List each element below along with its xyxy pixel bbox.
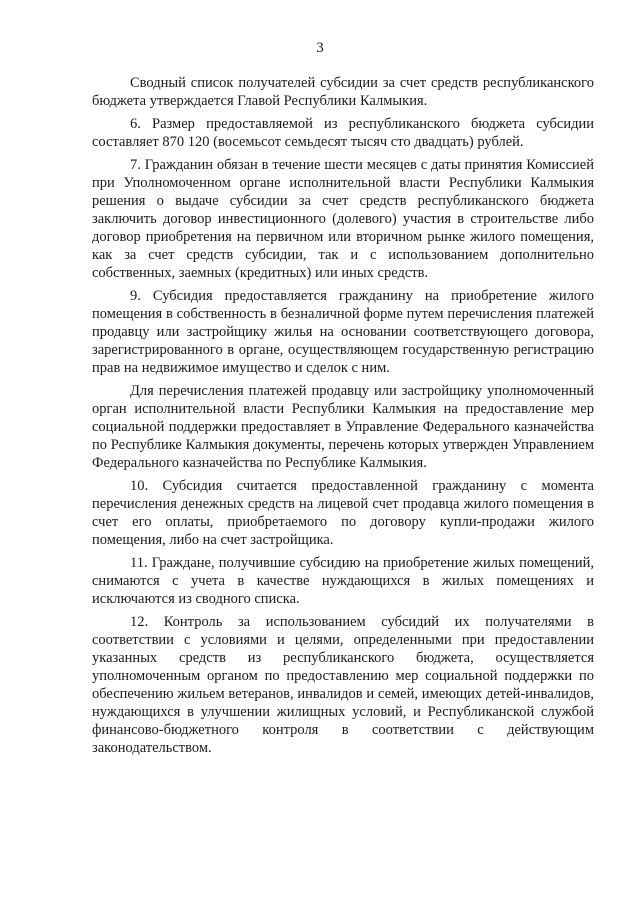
paragraph-12-control: 12. Контроль за использованием субсидий их получателями в соответствии с условиями и целями, определенными при предоставлении указанных средств из республиканского бюджета, осуществляется уполномоченным органом по предоставлению мер социальной поддержки по обеспечению жильем ветеранов, инвалидов и семей, имеющих детей-инвалидов, нуждающихся в улучшении жилищных условий, и Республиканской службой финансово-бюджетного контроля в соответствии с действующим законодательством. bbox=[92, 614, 594, 756]
paragraph-10-subsidy-provided: 10. Субсидия считается предоставленной гражданину с момента перечисления денежных средств на лицевой счет продавца жилого помещения в счет его оплаты, приобретаемого по договору купли-продажи жилого помещения, либо на счет застройщика. bbox=[92, 478, 594, 548]
paragraph-11-removal-from-register: 11. Граждане, получившие субсидию на приобретение жилых помещений, снимаются с учета в качестве нуждающихся в жилых помещениях и исключаются из сводного списка. bbox=[92, 555, 594, 607]
paragraph-9-subsidy-provision: 9. Субсидия предоставляется гражданину на приобретение жилого помещения в собственность в безналичной форме путем перечисления платежей продавцу или застройщику жилья на основании соответствующего договора, зарегистрированного в органе, осуществляющем государственную регистрацию прав на недвижимое имущество и сделок с ним. bbox=[92, 288, 594, 376]
paragraph-6-subsidy-amount: 6. Размер предоставляемой из республиканского бюджета субсидии составляет 870 120 (восемьсот семьдесят тысяч сто двадцать) рублей. bbox=[92, 116, 594, 150]
paragraph-payment-transfer: Для перечисления платежей продавцу или застройщику уполномоченный орган исполнительной власти Республики Калмыкия на предоставление мер социальной поддержки предоставляет в Управление Федерального казначейства по Республике Калмыкия документы, перечень которых утвержден Управлением Федерального казначейства по Республике Калмыкия. bbox=[92, 383, 594, 471]
page-number: 3 bbox=[316, 40, 324, 56]
paragraph-summary-list: Сводный список получателей субсидии за счет средств республиканского бюджета утверждается Главой Республики Калмыкия. bbox=[92, 75, 594, 109]
document-body bbox=[92, 74, 594, 762]
paragraph-7-contract-obligation: 7. Гражданин обязан в течение шести месяцев с даты принятия Комиссией при Уполномоченном органе исполнительной власти Республики Калмыкия решения о выдаче субсидии за счет средств республиканского бюджета заключить договор инвестиционного (долевого) участия в строительстве либо договор приобретения на первичном или вторичном рынке жилого помещения, как за счет средств субсидии, так и с использованием дополнительно собственных, заемных (кредитных) или иных средств. bbox=[92, 157, 594, 281]
